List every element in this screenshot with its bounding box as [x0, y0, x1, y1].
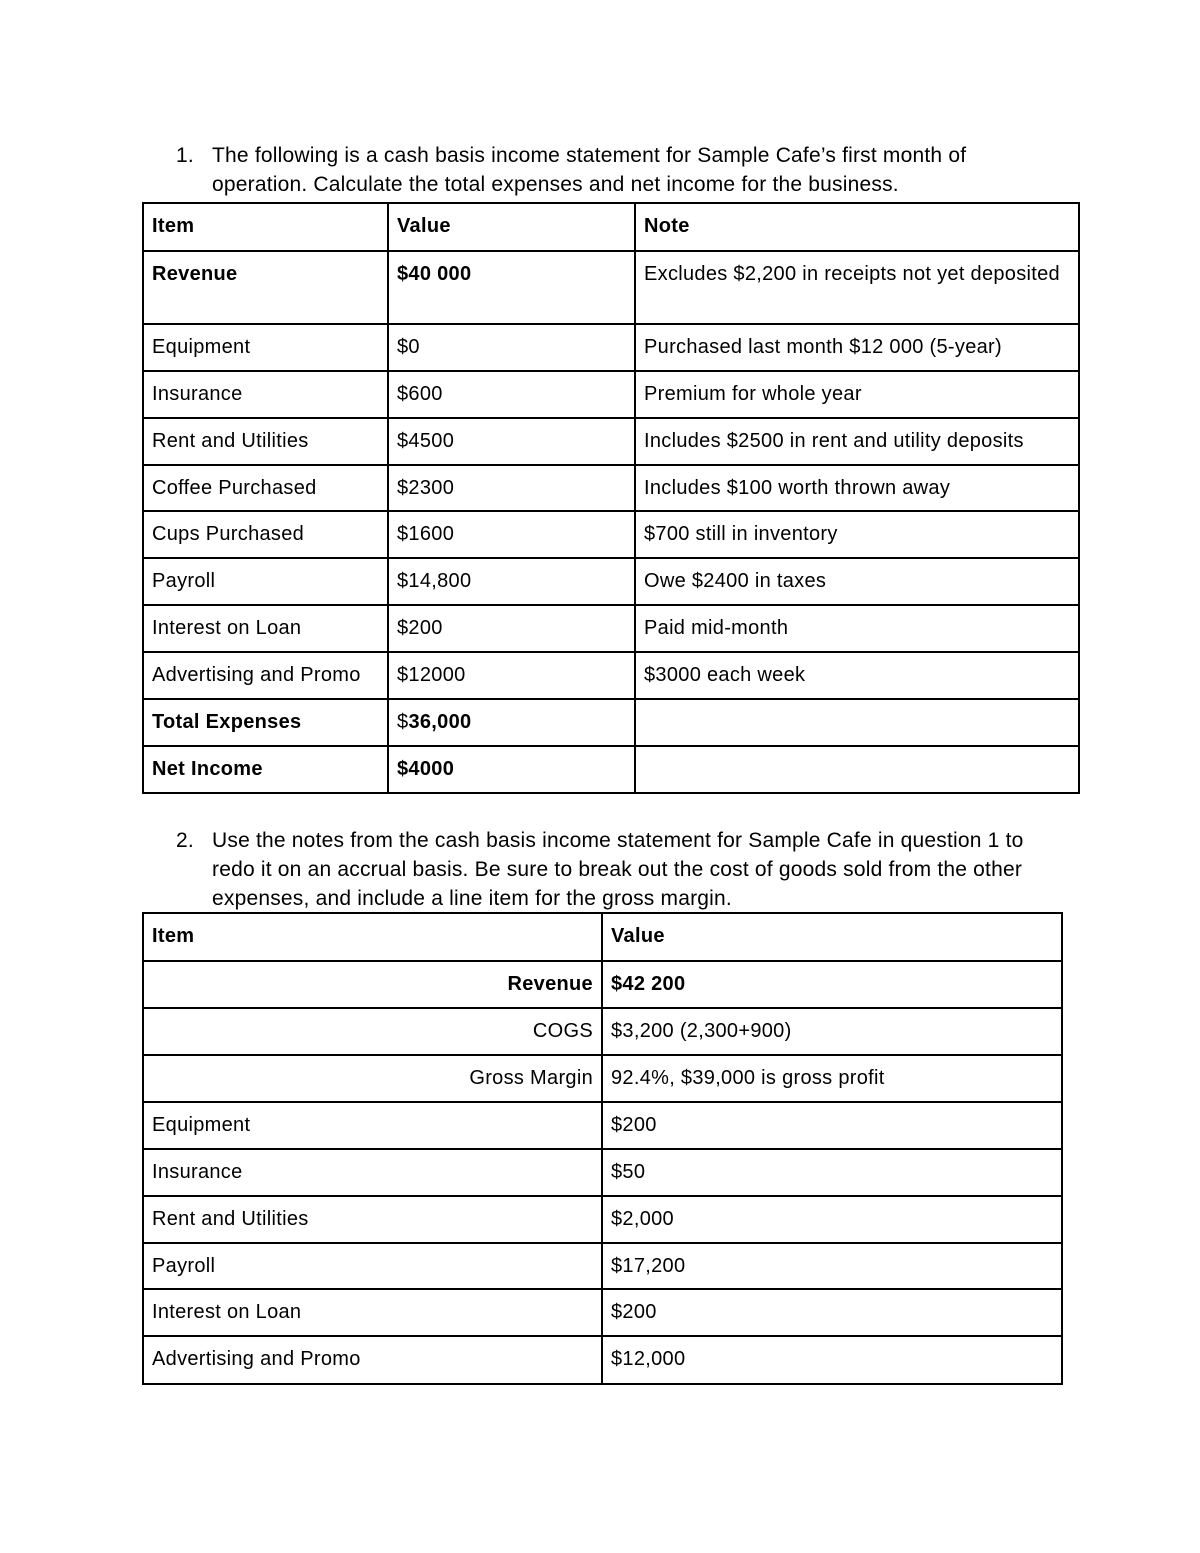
row-note [635, 746, 1079, 793]
row-note: Includes $100 worth thrown away [635, 465, 1079, 511]
row-value: $50 [602, 1149, 1062, 1196]
question-2 [176, 826, 1066, 916]
table-row [143, 558, 1079, 605]
table-row [143, 1008, 1062, 1055]
table-row [143, 1289, 1062, 1336]
row-value: $0 [388, 324, 635, 371]
row-value: $3,200 (2,300+900) [602, 1008, 1062, 1055]
row-note: Excludes $2,200 in receipts not yet deposited [635, 251, 1079, 324]
row-value: $200 [602, 1289, 1062, 1336]
table-row [143, 605, 1079, 652]
table-row [143, 961, 1062, 1008]
table-row-net-income [143, 746, 1079, 793]
row-value: $17,200 [602, 1243, 1062, 1289]
table-row [143, 1336, 1062, 1384]
row-item: Cups Purchased [143, 511, 388, 558]
table-row [143, 1149, 1062, 1196]
question-2-text: Use the notes from the cash basis income statement for Sample Cafe in question 1 to redo it on an accrual basis. Be sure to break out the cost of goods sold from the other expenses, and include a line item for the gross margin. [212, 829, 1024, 910]
row-value: $12000 [388, 652, 635, 699]
header-value: Value [388, 203, 635, 251]
row-item: Insurance [143, 371, 388, 418]
table-row [143, 324, 1079, 371]
row-note: $3000 each week [635, 652, 1079, 699]
table-row [143, 511, 1079, 558]
row-item: Net Income [143, 746, 388, 793]
row-item: Advertising and Promo [143, 652, 388, 699]
row-item: Revenue [143, 251, 388, 324]
row-item: Insurance [143, 1149, 602, 1196]
row-note: Purchased last month $12 000 (5-year) [635, 324, 1079, 371]
row-value-prefix: $ [397, 711, 409, 733]
row-value: $42 200 [602, 961, 1062, 1008]
row-value: $4500 [388, 418, 635, 465]
row-item: Rent and Utilities [143, 1196, 602, 1243]
row-item: Gross Margin [143, 1055, 602, 1102]
row-item: Equipment [143, 1102, 602, 1149]
row-item: COGS [143, 1008, 602, 1055]
row-item: Coffee Purchased [143, 465, 388, 511]
table-header-row [143, 913, 1062, 961]
row-value: $40 000 [388, 251, 635, 324]
header-item: Item [143, 203, 388, 251]
table-row [143, 371, 1079, 418]
row-value [388, 699, 635, 746]
table-row [143, 1196, 1062, 1243]
row-note [635, 699, 1079, 746]
table-row [143, 418, 1079, 465]
header-value: Value [602, 913, 1062, 961]
table-header-row [143, 203, 1079, 251]
row-value: $12,000 [602, 1336, 1062, 1384]
question-1 [176, 141, 1066, 201]
row-value: $200 [388, 605, 635, 652]
row-item: Payroll [143, 558, 388, 605]
row-value: $4000 [388, 746, 635, 793]
accrual-basis-income-table [142, 912, 1063, 1385]
row-item: Equipment [143, 324, 388, 371]
row-note: Owe $2400 in taxes [635, 558, 1079, 605]
question-1-text: The following is a cash basis income statement for Sample Cafe’s first month of operation. Calculate the total expenses and net income for the business. [212, 144, 967, 196]
row-note: Includes $2500 in rent and utility deposits [635, 418, 1079, 465]
row-item: Rent and Utilities [143, 418, 388, 465]
header-note: Note [635, 203, 1079, 251]
row-note: Premium for whole year [635, 371, 1079, 418]
row-value: $600 [388, 371, 635, 418]
row-note: $700 still in inventory [635, 511, 1079, 558]
row-value: $200 [602, 1102, 1062, 1149]
row-value: $2,000 [602, 1196, 1062, 1243]
table-row [143, 1102, 1062, 1149]
table-row [143, 1055, 1062, 1102]
row-item: Advertising and Promo [143, 1336, 602, 1384]
row-item: Revenue [143, 961, 602, 1008]
table-row [143, 465, 1079, 511]
cash-basis-income-table [142, 202, 1080, 794]
row-value: $14,800 [388, 558, 635, 605]
table-row [143, 1243, 1062, 1289]
row-item: Interest on Loan [143, 605, 388, 652]
row-value: $1600 [388, 511, 635, 558]
table-row [143, 251, 1079, 324]
table-row [143, 652, 1079, 699]
table-row-total-expenses [143, 699, 1079, 746]
row-item: Total Expenses [143, 699, 388, 746]
row-item: Interest on Loan [143, 1289, 602, 1336]
row-note: Paid mid-month [635, 605, 1079, 652]
header-item: Item [143, 913, 602, 961]
row-item: Payroll [143, 1243, 602, 1289]
row-value: $2300 [388, 465, 635, 511]
row-value-amount: 36,000 [408, 711, 472, 733]
row-value: 92.4%, $39,000 is gross profit [602, 1055, 1062, 1102]
question-1-number: 1. [176, 144, 194, 167]
question-2-number: 2. [176, 829, 194, 852]
